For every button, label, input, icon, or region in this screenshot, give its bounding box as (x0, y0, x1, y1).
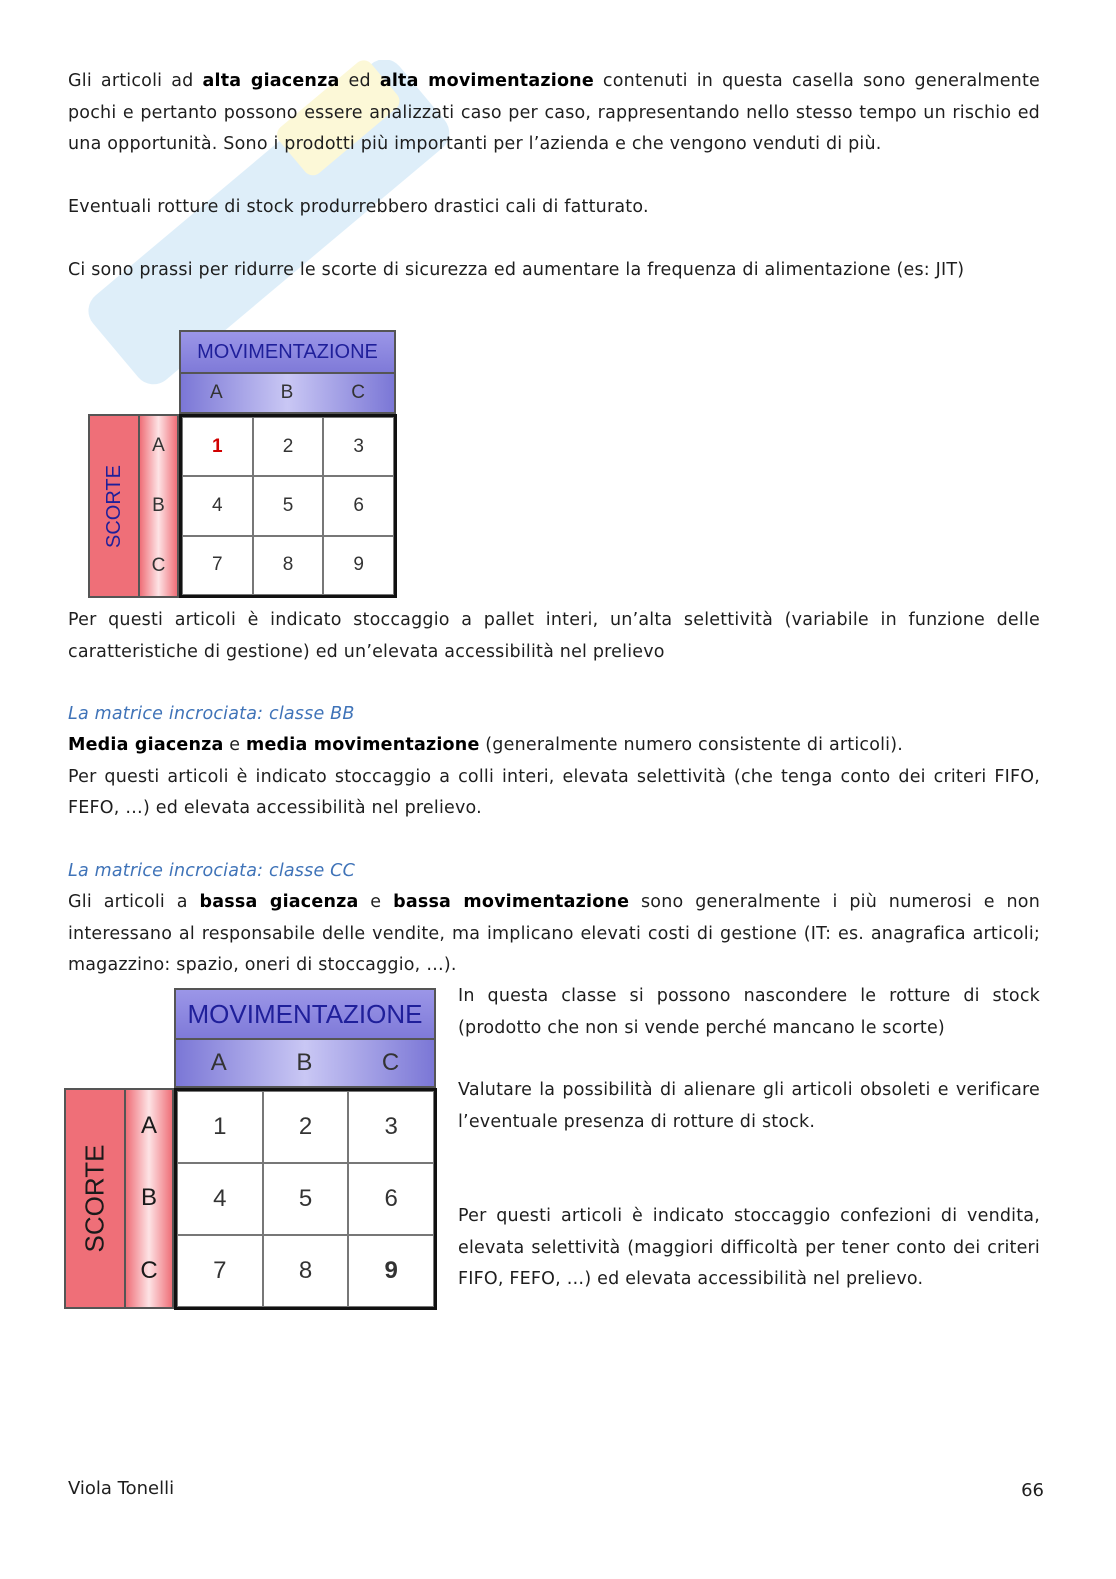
footer-author: Viola Tonelli (68, 1478, 175, 1499)
matrix-side-label: SCORTE (88, 414, 140, 598)
matrix-cell: 5 (263, 1163, 349, 1235)
matrix-cc (64, 988, 437, 1310)
matrix-cell: 8 (263, 1235, 349, 1307)
matrix-cell: 6 (348, 1163, 434, 1235)
paragraph-rotture: Eventuali rotture di stock produrrebbero drastici cali di fatturato. (68, 197, 649, 217)
matrix-cell: 4 (177, 1163, 263, 1235)
matrix-cell: 7 (177, 1235, 263, 1307)
matrix-cell: 2 (253, 417, 324, 476)
matrix-cell: 9 (348, 1235, 434, 1307)
matrix-cell: 6 (323, 476, 394, 535)
paragraph-prassi: Ci sono prassi per ridurre le scorte di sicurezza ed aumentare la frequenza di alimentazione (es: JIT) (68, 260, 965, 280)
matrix-row-letters (126, 1088, 174, 1309)
row-b: B (140, 1184, 157, 1212)
matrix-cell: 1 (182, 417, 253, 476)
row-c: C (140, 1256, 158, 1284)
paragraph-classe-cc: Gli articoli a bassa giacenza e bassa movimentazione sono generalmente i più numerosi e non interessano al responsabile delle vendite, ma implicano elevati costi di gestione (IT: es. anagrafica articoli; magazzino: spazio, oneri di stoccaggio, …). (68, 892, 1040, 975)
paragraph-confezioni: Per questi articoli è indicato stoccaggio confezioni di vendita, elevata selettività (maggiori difficoltà per tener conto dei criteri FIFO, FEFO, …) ed elevata accessibilità nel prelievo. (458, 1206, 1040, 1289)
paragraph-pallet: Per questi articoli è indicato stoccaggio a pallet interi, un’alta selettività (variabile in funzione delle caratteristiche di gestione) ed un’elevata accessibilità nel prelievo (68, 610, 1040, 662)
paragraph-alienare: Valutare la possibilità di alienare gli articoli obsoleti e verificare l’eventuale presenza di rotture di stock. (458, 1080, 1040, 1132)
row-a: A (152, 435, 165, 456)
paragraph-nascondere-rotture: In questa classe si possono nascondere le rotture di stock (prodotto che non si vende perché mancano le scorte) (458, 986, 1040, 1038)
matrix-cell: 8 (253, 536, 324, 595)
paragraph-classe-bb: Media giacenza e media movimentazione (generalmente numero consistente di articoli). Per questi articoli è indicato stoccaggio a colli interi, elevata selettività (che tenga conto dei criteri FIFO, FEFO, …) ed elevata accessibilità nel prelievo. (68, 735, 1040, 818)
matrix-aa (88, 330, 398, 598)
row-a: A (140, 1112, 157, 1140)
matrix-cell: 2 (263, 1091, 349, 1163)
col-a: A (210, 1049, 227, 1076)
col-b: B (296, 1049, 313, 1076)
col-c: C (351, 382, 365, 403)
matrix-cell: 5 (253, 476, 324, 535)
paragraph-alta-giacenza: Gli articoli ad alta giacenza ed alta movimentazione contenuti in questa casella sono generalmente pochi e pertanto possono essere analizzati caso per caso, rappresentando nello stesso tempo un rischio ed una opportunità. Sono i prodotti più importanti per l’azienda e che vengono venduti di più. (68, 71, 1040, 154)
matrix-side-label: SCORTE (64, 1088, 126, 1309)
matrix-cell: 1 (177, 1091, 263, 1163)
col-c: C (381, 1049, 400, 1076)
matrix-cell: 4 (182, 476, 253, 535)
matrix-cell: 3 (348, 1091, 434, 1163)
matrix-column-letters (179, 374, 396, 414)
matrix-header: MOVIMENTAZIONE (174, 988, 436, 1040)
row-c: C (151, 555, 166, 576)
matrix-row-letters (140, 414, 179, 598)
heading-classe-cc: La matrice incrociata: classe CC (68, 861, 356, 881)
matrix-cell: 9 (323, 536, 394, 595)
page-number: 66 (1021, 1480, 1044, 1501)
heading-classe-bb: La matrice incrociata: classe BB (68, 704, 355, 724)
matrix-header: MOVIMENTAZIONE (179, 330, 396, 374)
matrix-cell: 7 (182, 536, 253, 595)
col-a: A (209, 382, 223, 403)
matrix-grid (179, 414, 397, 598)
matrix-column-letters (174, 1040, 436, 1088)
matrix-grid (174, 1088, 437, 1310)
matrix-cell: 3 (323, 417, 394, 476)
row-b: B (152, 495, 165, 516)
col-b: B (280, 382, 294, 403)
